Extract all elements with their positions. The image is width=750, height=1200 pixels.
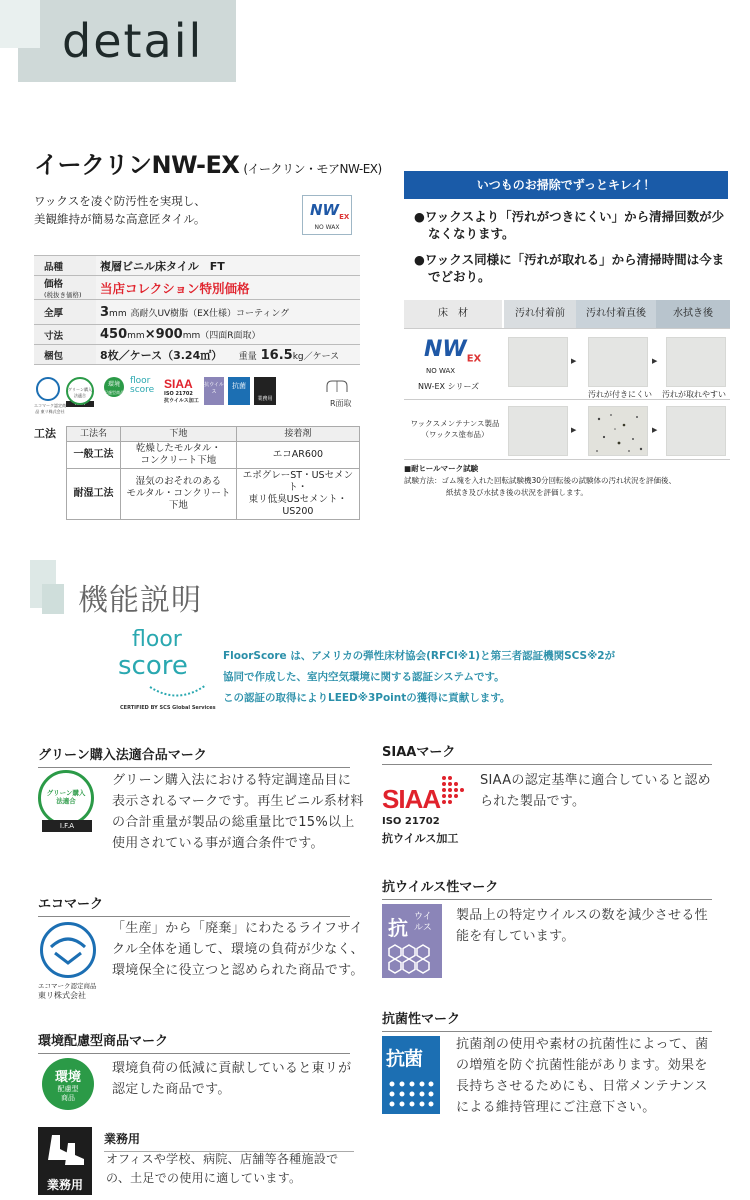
product-description-line: 美観維持が簡易な高意匠タイル。 xyxy=(34,212,206,226)
size-note: （四面R面取） xyxy=(200,331,261,341)
product-description xyxy=(34,192,206,228)
method-name: 一般工法 xyxy=(67,442,121,469)
table-row xyxy=(34,325,360,345)
section-accent xyxy=(42,584,64,614)
spec-value xyxy=(96,325,360,345)
green-purchase-mark-icon xyxy=(38,770,98,838)
siaa-iso-text: ISO 21702 xyxy=(382,816,440,827)
antibac-title: 抗菌性マーク xyxy=(382,1008,712,1032)
arrow-icon: ▶ xyxy=(652,426,658,434)
benefit-list xyxy=(414,208,734,294)
product-name-main: イークリンNW-EX xyxy=(34,151,240,179)
nw-ex-series-label: NW-EX シリーズ xyxy=(418,382,480,391)
eco-mark-logo-icon xyxy=(40,922,96,978)
antivirus-text: 製品上の特定ウイルスの数を減少させる性能を有しています。 xyxy=(456,908,708,944)
table-row xyxy=(34,345,360,365)
test-note-title: ■耐ヒールマーク試験 xyxy=(404,464,479,473)
siaa-icon xyxy=(164,377,200,404)
cmp-row-wax xyxy=(404,400,730,460)
thickness-num: 3 xyxy=(100,304,110,320)
eco-text: 「生産」から「廃棄」にわたるライフサイクル全体を通して、環境の負荷が少なく、環境保全に役立つと認められた商品です。 xyxy=(112,921,364,978)
eco-mark-caption: エコマーク認定商品 東リ株式会社 xyxy=(34,403,66,414)
spec-label: 品種 xyxy=(34,256,96,276)
tile-after-soil xyxy=(588,337,648,387)
antibac-section xyxy=(382,1008,712,1032)
weight-value: 16.5 xyxy=(260,347,293,363)
nw-ex-badge xyxy=(302,195,352,235)
weight-unit: kg／ケース xyxy=(292,351,340,362)
environment-icon xyxy=(104,377,126,397)
env-sub: 配慮型商品 xyxy=(104,390,124,395)
method-adhesive: エコAR600 xyxy=(236,442,359,469)
spec-value xyxy=(96,300,360,325)
wax-product-label xyxy=(408,418,502,440)
product-name-sub: (イークリン・モアNW-EX) xyxy=(243,162,382,176)
caption-easy-to-clean: 汚れが取れやすい xyxy=(662,390,726,399)
arrow-icon: ▶ xyxy=(571,357,577,365)
env-mark-main: 環境 xyxy=(54,1070,81,1085)
method-header: 接着剤 xyxy=(236,427,359,442)
scs-certified: CERTIFIED BY SCS Global Services xyxy=(120,705,216,711)
header-accent xyxy=(0,0,40,48)
env-mark-sub: 商品 xyxy=(61,1094,75,1102)
floor-word: floor xyxy=(132,627,182,652)
method-name: 耐湿工法 xyxy=(67,469,121,520)
table-row xyxy=(34,256,360,276)
siaa-caption: 抗ウイルス加工 xyxy=(164,398,199,404)
green-text: グリーン購入法における特定調達品目に表示されるマークです。再生ビニル系材料の合計重量が製品の総重量比で15%以上使用されている事が適合条件です。 xyxy=(112,773,364,851)
r-chamfer-caption: R面取 xyxy=(330,399,352,408)
method-base-line: 湿気のおそれのある xyxy=(135,476,222,487)
business-use-icon: 業務用 xyxy=(254,377,276,405)
table-row xyxy=(34,276,360,300)
page-title: detail xyxy=(62,14,204,68)
antivirus-mark-sub-line: ルス xyxy=(414,923,432,933)
method-header: 工法名 xyxy=(67,427,121,442)
eco-caption-line: エコマーク認定商品 xyxy=(38,982,97,990)
no-wax-caption: NO WAX xyxy=(314,224,340,231)
antivirus-icon: 抗ウイルス xyxy=(204,377,224,405)
eco-title: エコマーク xyxy=(38,893,350,917)
table-row xyxy=(67,427,360,442)
env-mark-icon xyxy=(42,1058,94,1110)
tile-after-soil xyxy=(588,406,648,456)
spec-value xyxy=(96,276,360,300)
antivirus-mark-sub xyxy=(414,912,432,934)
nw-logo-text: NW xyxy=(310,201,340,219)
method-table xyxy=(66,426,360,520)
cmp-header-after-soil: 汚れ付着直後 xyxy=(576,300,656,328)
antivirus-mark-main: 抗 xyxy=(388,916,408,940)
cmp-row-nwex xyxy=(404,328,730,400)
bacteria-dots-icon xyxy=(388,1080,434,1110)
product-description-line: ワックスを凌ぐ防汚性を実現し、 xyxy=(34,194,206,208)
wax-label-line: （ワックス塗布品） xyxy=(421,430,489,439)
arrow-icon: ▶ xyxy=(652,357,658,365)
floorscore-line: この認証の取得によりLEED※3Pointの獲得に貢献します。 xyxy=(223,692,511,704)
tile-before xyxy=(508,337,568,387)
siaa-logo-text: SIAA xyxy=(382,784,441,814)
business-text: オフィスや学校、病院、店舗等各種施設での、土足での使用に適しています。 xyxy=(106,1152,339,1185)
green-section xyxy=(38,744,350,768)
size-unit: mm xyxy=(127,331,145,341)
antibac-mark-icon xyxy=(382,1036,440,1114)
spec-label: 全厚 xyxy=(34,300,96,325)
spec-value xyxy=(96,345,360,365)
table-row xyxy=(34,300,360,325)
section-title-functions: 機能説明 xyxy=(78,583,202,618)
antivirus-mark-icon xyxy=(382,904,442,978)
siaa-logo xyxy=(382,774,468,848)
spec-label xyxy=(34,276,96,300)
ifa-text: I.F.A xyxy=(42,820,92,832)
siaa-cap-text: 抗ウイルス加工 xyxy=(382,832,459,845)
green-mark-text: グリーン購入法適合 xyxy=(46,789,86,805)
pack-value: 8枚／ケース（3.24㎡） xyxy=(100,348,217,362)
shoes-icon xyxy=(38,1127,92,1173)
method-base-line: コンクリート下地 xyxy=(140,455,217,466)
spec-value: 複層ビニル床タイル FT xyxy=(96,256,360,276)
env-text: 環境負荷の低減に貢献していると東リが認定した商品です。 xyxy=(112,1061,352,1097)
nw-ex-logo xyxy=(424,337,481,364)
r-chamfer-icon xyxy=(326,380,348,392)
floorscore-swoosh-icon xyxy=(148,683,208,701)
no-wax-caption: NO WAX xyxy=(426,367,456,375)
cmp-header-before: 汚れ付着前 xyxy=(504,300,576,328)
size-x: ×900 xyxy=(144,327,183,342)
thickness-note: 高耐久UV樹脂（EX仕様）コーティング xyxy=(130,308,290,319)
floorscore-text xyxy=(223,646,633,709)
green-title: グリーン購入法適合品マーク xyxy=(38,744,350,768)
wax-label-line: ワックスメンテナンス製品 xyxy=(410,419,500,428)
antivirus-mark-sub-line: ウイ xyxy=(414,912,432,922)
method-adhesive xyxy=(236,469,359,520)
antivirus-title: 抗ウイルス性マーク xyxy=(382,876,712,900)
antibac-text: 抗菌剤の使用や素材の抗菌性によって、菌の増殖を防ぐ抗菌性能があります。効果を長持ちさせるためにも、日常メンテナンスによる維持管理にご注意下さい。 xyxy=(456,1037,709,1115)
antibacterial-icon: 抗菌 xyxy=(228,377,250,405)
green-purchase-text: グリーン購入法適合 xyxy=(68,387,92,398)
siaa-text: SIAA xyxy=(164,377,193,391)
env-mark-sub: 配慮型 xyxy=(57,1085,79,1093)
price-label-sub: (税抜き価格) xyxy=(44,291,82,299)
floorscore-line: FloorScore は、アメリカの弾性床材協会(RFCI※1)と第三者認証機関SCS※2が xyxy=(223,650,616,662)
floorscore-line: 協同で作成した、室内空気環境に関する認証システムです。 xyxy=(223,671,505,683)
price-value: 当店コレクション特別価格 xyxy=(100,280,250,296)
floor-word: floor xyxy=(130,376,151,386)
siaa-iso: ISO 21702 xyxy=(164,391,193,397)
siaa-dots-icon xyxy=(438,774,466,808)
method-header: 下地 xyxy=(121,427,237,442)
business-title: 業務用 xyxy=(104,1130,354,1152)
antivirus-section xyxy=(382,876,712,900)
caption-hard-to-soil: 汚れが付きにくい xyxy=(588,390,652,399)
antibac-mark-text: 抗菌 xyxy=(386,1048,423,1070)
thickness-unit: mm xyxy=(109,308,127,319)
method-label: 工法 xyxy=(34,427,56,440)
ex-logo-text: EX xyxy=(339,213,350,221)
cleaning-banner: いつものお掃除でずっとキレイ！ xyxy=(404,171,728,199)
weight-label: 重量 xyxy=(238,351,257,362)
virus-hex-icon xyxy=(388,944,438,974)
test-note xyxy=(404,463,676,499)
env-label: 環境 xyxy=(107,381,120,388)
product-name xyxy=(34,145,382,180)
eco-caption xyxy=(38,982,97,1000)
spec-table xyxy=(34,255,360,365)
cmp-header-material: 床 材 xyxy=(404,300,502,328)
size-value: 450 xyxy=(100,327,128,342)
siaa-title: SIAAマーク xyxy=(382,741,712,765)
floorscore-icon xyxy=(130,377,158,395)
arrow-icon: ▶ xyxy=(571,426,577,434)
method-base xyxy=(121,442,237,469)
tile-after-wipe xyxy=(666,406,726,456)
test-note-line: 紙拭き及び水拭き後の状況を評価します。 xyxy=(446,488,588,497)
business-section xyxy=(104,1130,354,1152)
green-purchase-icon xyxy=(66,377,96,407)
env-section xyxy=(38,1030,350,1054)
earth-hands-icon xyxy=(43,925,93,975)
soil-spots-icon xyxy=(589,407,649,457)
table-row xyxy=(67,469,360,520)
tile-after-wipe xyxy=(666,337,726,387)
ex-logo-text: EX xyxy=(466,353,482,365)
env-title: 環境配慮型商品マーク xyxy=(38,1030,350,1054)
method-base xyxy=(121,469,237,520)
score-word: score xyxy=(118,651,188,681)
tile-before xyxy=(508,406,568,456)
business-mark-icon xyxy=(38,1127,92,1195)
business-mark-text: 業務用 xyxy=(46,1178,83,1192)
siaa-section xyxy=(382,741,712,765)
spec-label: 寸法 xyxy=(34,325,96,345)
test-note-line: 試験方法：ゴム塊を入れた回転試験機30分回転後の試験体の汚れ状況を評価後、 xyxy=(404,476,677,485)
method-base-line: モルタル・コンクリート下地 xyxy=(126,488,231,511)
eco-mark-icon xyxy=(34,377,64,415)
spec-label: 梱包 xyxy=(34,345,96,365)
eco-caption-line: 東リ株式会社 xyxy=(38,991,86,1000)
size-unit: mm xyxy=(182,331,201,341)
price-label: 価格 xyxy=(44,279,64,290)
method-base-line: 乾燥したモルタル・ xyxy=(135,443,221,454)
eco-section xyxy=(38,893,350,917)
cmp-header-after-wipe: 水拭き後 xyxy=(656,300,730,328)
method-adhesive-line: 東リ低臭USセメント・US200 xyxy=(248,494,348,517)
floorscore-logo xyxy=(118,627,210,703)
nw-ex-logo xyxy=(310,201,349,221)
score-word: score xyxy=(130,385,155,395)
method-adhesive-line: エポグレーST・USセメント・ xyxy=(242,470,354,493)
table-row xyxy=(67,442,360,469)
benefit-item: ●ワックス同様に「汚れが取れる」から清掃時間は今までどおり。 xyxy=(414,252,725,284)
benefit-item: ●ワックスより「汚れがつきにくい」から清掃回数が少なくなります。 xyxy=(414,209,725,241)
siaa-text: SIAAの認定基準に適合していると認められた製品です。 xyxy=(480,773,711,809)
nw-logo-text: NW xyxy=(424,337,467,362)
